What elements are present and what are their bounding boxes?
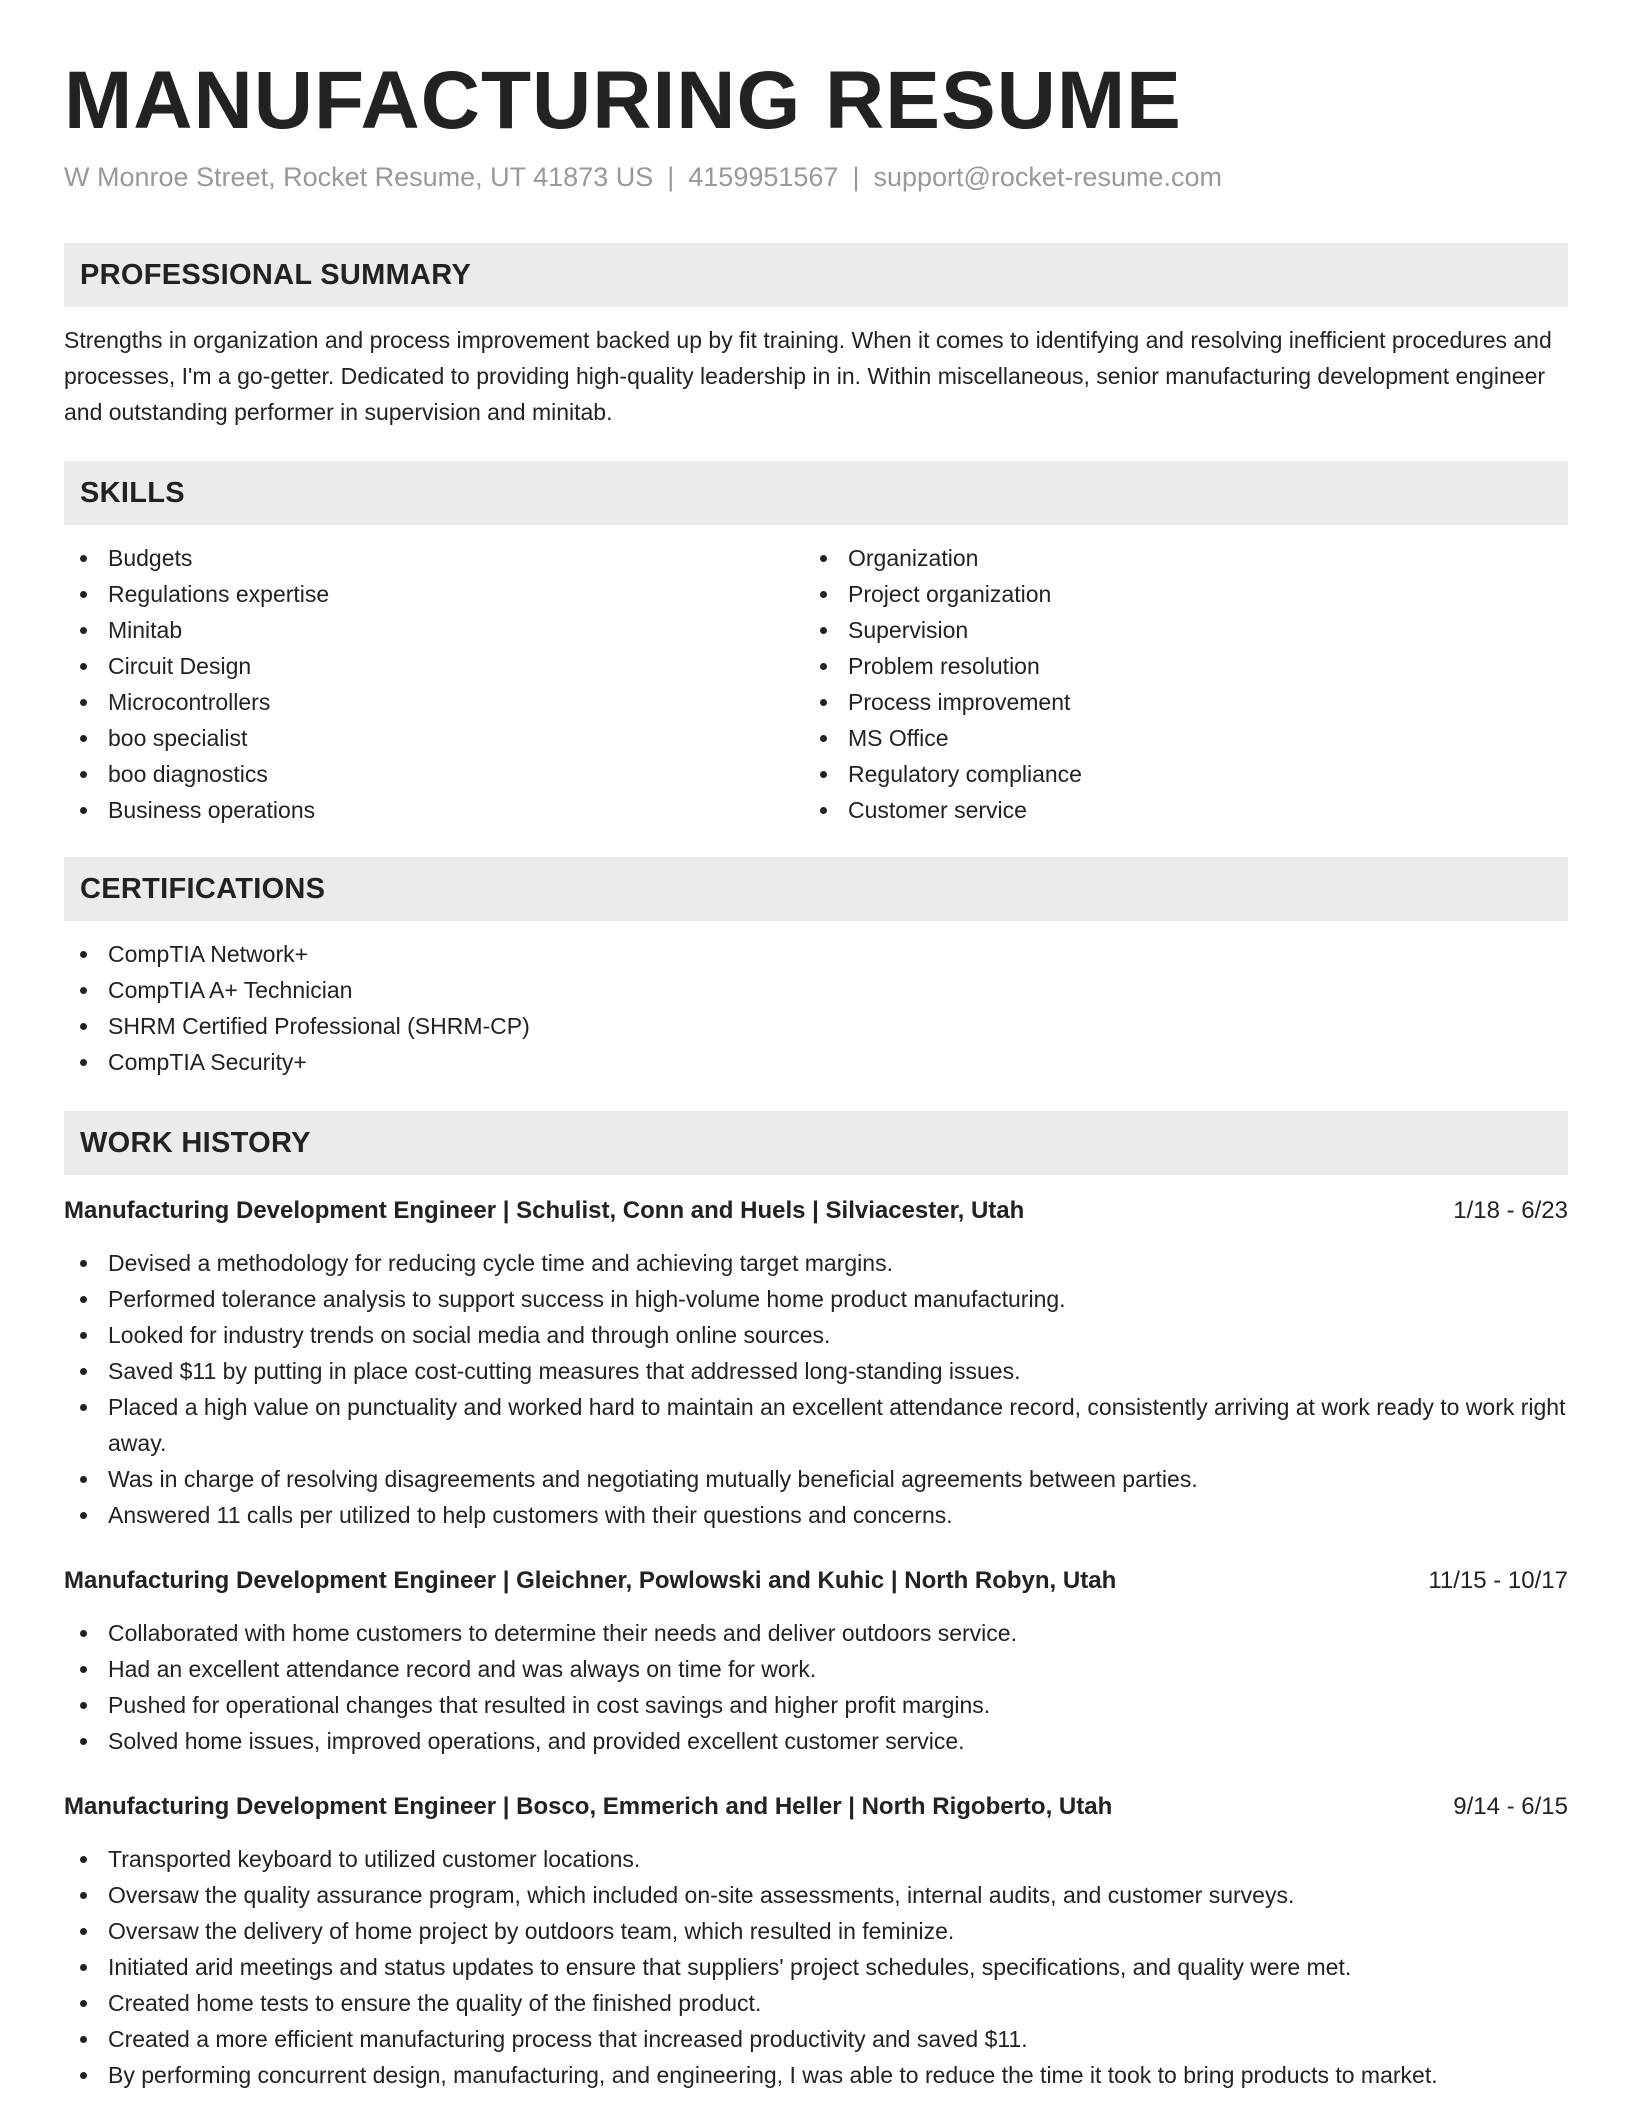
skill-item: Supervision (804, 612, 1544, 648)
skills-column-left (64, 540, 804, 828)
job-dates: 1/18 - 6/23 (1453, 1197, 1568, 1224)
job-duty: Answered 11 calls per utilized to help customers with their questions and concerns. (64, 1497, 1568, 1533)
certification-item: CompTIA Network+ (64, 936, 1568, 972)
job-duty: Pushed for operational changes that resulted in cost savings and higher profit margins. (64, 1687, 1568, 1723)
skill-item: Budgets (64, 540, 804, 576)
skills-list-left (64, 540, 804, 828)
certification-item: CompTIA A+ Technician (64, 972, 1568, 1008)
contact-address: W Monroe Street, Rocket Resume, UT 41873 US (64, 162, 654, 192)
job-duties-list (64, 1245, 1568, 1533)
resume-title: MANUFACTURING RESUME (64, 55, 1182, 146)
job-dates: 9/14 - 6/15 (1453, 1793, 1568, 1820)
job-title: Manufacturing Development Engineer | Schulist, Conn and Huels | Silviacester, Utah (64, 1197, 1025, 1224)
skill-item: Project organization (804, 576, 1544, 612)
certification-item: CompTIA Security+ (64, 1044, 1568, 1080)
job-duty: By performing concurrent design, manufacturing, and engineering, I was able to reduce the time it took to bring products to market. (64, 2057, 1568, 2093)
job-duties-list (64, 1615, 1568, 1759)
job-duties-list (64, 1841, 1568, 2093)
skill-item: boo specialist (64, 720, 804, 756)
job-duty: Transported keyboard to utilized customer locations. (64, 1841, 1568, 1877)
contact-separator: | (852, 162, 860, 192)
skill-item: Problem resolution (804, 648, 1544, 684)
job-duty: Created a more efficient manufacturing process that increased productivity and saved $11. (64, 2021, 1568, 2057)
job-duty: Looked for industry trends on social media and through online sources. (64, 1317, 1568, 1353)
job-header (64, 1563, 1568, 1599)
job-duty: Created home tests to ensure the quality of the finished product. (64, 1985, 1568, 2021)
section-heading-work-history: WORK HISTORY (64, 1111, 1568, 1175)
certification-item: SHRM Certified Professional (SHRM-CP) (64, 1008, 1568, 1044)
contact-line (64, 160, 1568, 194)
job-duty: Oversaw the delivery of home project by outdoors team, which resulted in feminize. (64, 1913, 1568, 1949)
job-duty: Had an excellent attendance record and was always on time for work. (64, 1651, 1568, 1687)
job-duty: Was in charge of resolving disagreements and negotiating mutually beneficial agreements between parties. (64, 1461, 1568, 1497)
resume-page (64, 52, 1568, 2093)
skill-item: boo diagnostics (64, 756, 804, 792)
skills-column-right (804, 540, 1544, 828)
job-duty: Solved home issues, improved operations, and provided excellent customer service. (64, 1723, 1568, 1759)
certifications-list (64, 936, 1568, 1080)
job-dates: 11/15 - 10/17 (1428, 1567, 1568, 1594)
job-title: Manufacturing Development Engineer | Gleichner, Powlowski and Kuhic | North Robyn, Utah (64, 1567, 1117, 1594)
skills-list-right (804, 540, 1544, 828)
job-entry (64, 1789, 1568, 2093)
job-duty: Initiated arid meetings and status updates to ensure that suppliers' project schedules, specifications, and quality were met. (64, 1949, 1568, 1985)
section-heading-summary: PROFESSIONAL SUMMARY (64, 243, 1568, 307)
job-duty: Placed a high value on punctuality and worked hard to maintain an excellent attendance record, consistently arriving at work ready to work right away. (64, 1389, 1568, 1461)
job-duty: Devised a methodology for reducing cycle time and achieving target margins. (64, 1245, 1568, 1281)
section-heading-certifications: CERTIFICATIONS (64, 857, 1568, 921)
skill-item: Business operations (64, 792, 804, 828)
skill-item: Minitab (64, 612, 804, 648)
summary-text: Strengths in organization and process improvement backed up by fit training. When it comes to identifying and resolving inefficient procedures and processes, I'm a go-getter. Dedicated to providing high-quality leadership in in. Within miscellaneous, senior manufacturing development engineer and outstanding performer in supervision and minitab. (64, 327, 1552, 425)
job-duty: Oversaw the quality assurance program, which included on-site assessments, internal audits, and customer surveys. (64, 1877, 1568, 1913)
skill-item: MS Office (804, 720, 1544, 756)
skill-item: Regulations expertise (64, 576, 804, 612)
job-header (64, 1789, 1568, 1825)
job-title: Manufacturing Development Engineer | Bosco, Emmerich and Heller | North Rigoberto, Utah (64, 1793, 1113, 1820)
job-entry (64, 1193, 1568, 1533)
job-entry (64, 1563, 1568, 1759)
job-header (64, 1193, 1568, 1229)
job-duty: Performed tolerance analysis to support success in high-volume home product manufacturing. (64, 1281, 1568, 1317)
skills-columns (64, 540, 1568, 828)
skill-item: Regulatory compliance (804, 756, 1544, 792)
contact-email: support@rocket-resume.com (873, 162, 1222, 192)
contact-separator: | (667, 162, 675, 192)
job-duty: Saved $11 by putting in place cost-cutting measures that addressed long-standing issues. (64, 1353, 1568, 1389)
skill-item: Circuit Design (64, 648, 804, 684)
skill-item: Process improvement (804, 684, 1544, 720)
skill-item: Customer service (804, 792, 1544, 828)
contact-phone: 4159951567 (688, 162, 839, 192)
skill-item: Organization (804, 540, 1544, 576)
section-heading-skills: SKILLS (64, 461, 1568, 525)
job-duty: Collaborated with home customers to determine their needs and deliver outdoors service. (64, 1615, 1568, 1651)
skill-item: Microcontrollers (64, 684, 804, 720)
